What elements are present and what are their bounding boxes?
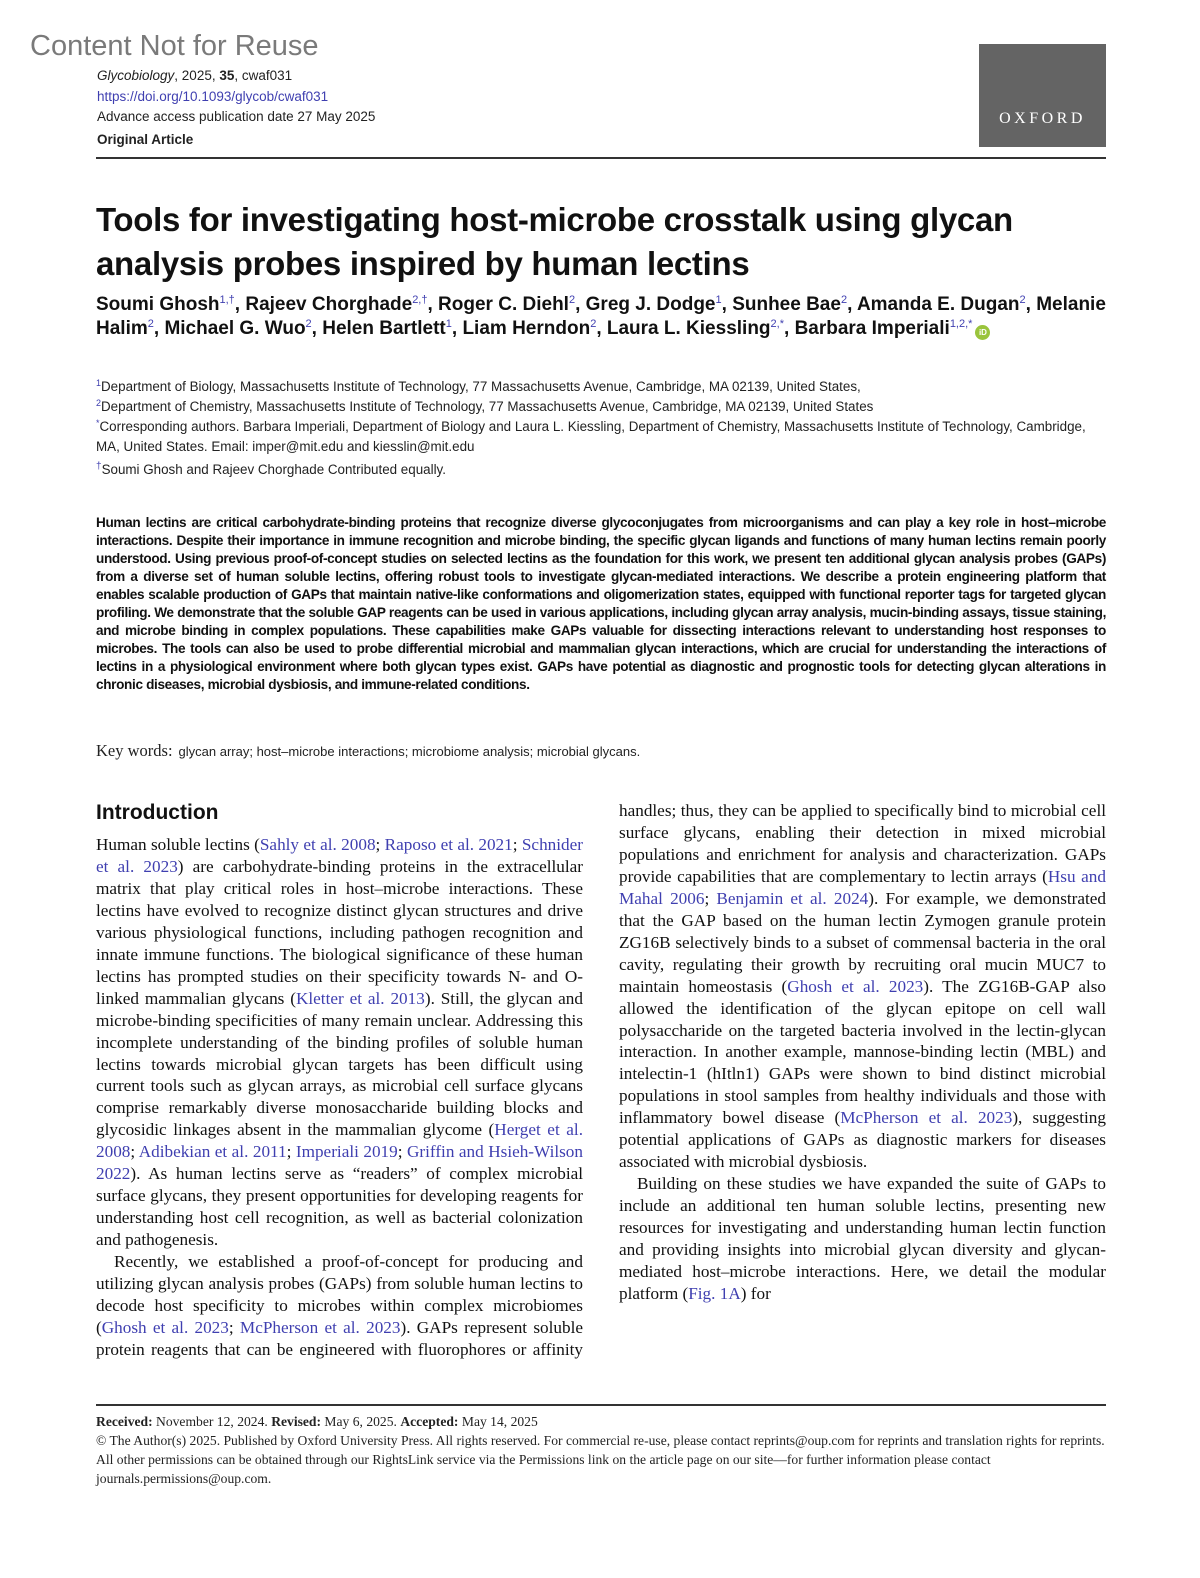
citation-link[interactable]: Sahly et al. 2008 bbox=[259, 835, 376, 854]
author-name: Michael G. Wuo bbox=[164, 318, 306, 339]
author-name: Sunhee Bae bbox=[732, 294, 841, 315]
affiliation-mark: 1,† bbox=[219, 294, 235, 306]
affiliation-mark: 2 bbox=[568, 294, 576, 306]
introduction-text bbox=[96, 800, 1106, 1380]
article-title: Tools for investigating host-microbe crosstalk using glycan analysis probes inspired by human lectins bbox=[96, 201, 1013, 282]
affiliation-mark: 2 bbox=[590, 318, 597, 330]
paragraph-text: Human soluble lectins ( bbox=[96, 835, 260, 854]
citation-link[interactable]: Kletter et al. 2013 bbox=[295, 988, 425, 1008]
paragraph-text: Building on these studies we have expanded the suite of GAPs to include an additional ten human soluble lectins, presenting new resources for investigating and understanding human lectin function and providing insights into microbial glycan diversity and glycan-mediated host–microbe interactions. Here, we detail the modular platform ( bbox=[619, 1174, 1106, 1303]
affiliation-mark: 2 bbox=[1019, 294, 1026, 306]
affiliation bbox=[96, 417, 1106, 457]
revised-label: Revised: bbox=[271, 1414, 322, 1429]
paragraph-text: ). Still, the glycan and microbe-binding specificities of many remain unclear. Addressing this incomplete understanding of the binding profiles of soluble human lectins towards microbial glycan targets has been difficult using current tools such as glycan arrays, as microbial cell surface glycans comprise remarkably diverse monosaccharide building blocks and glycosidic linkages absent in the mammalian glycome ( bbox=[96, 988, 583, 1140]
citation-link[interactable]: Griffin and Hsieh-Wilson 2022 bbox=[96, 1142, 583, 1184]
citation-link[interactable]: Raposo et al. 2021 bbox=[384, 835, 513, 854]
author-name: Melanie Halim bbox=[96, 294, 1106, 339]
paragraph-text: ). The ZG16B-GAP also allowed the identification of the glycan epitope on cell wall polysaccharide on the targeted bacteria involved in the lectin-glycan interaction. In another example, mannose-binding lectin (MBL) and intelectin-1 (hItln1) GAPs were shown to bind distinct microbial populations in stool samples from healthy individuals and those with inflammatory bowel disease ( bbox=[619, 976, 1107, 1128]
author-name: Liam Herndon bbox=[462, 318, 591, 339]
paragraph-text: ; bbox=[130, 1142, 139, 1162]
author-name: Barbara Imperiali bbox=[794, 318, 950, 339]
paragraph-text: Recently, we established a proof-of-concept for producing and utilizing glycan analysis probes (GAPs) from soluble human lectins to decode host specificity to microbes within complex microbiomes ( bbox=[96, 1252, 583, 1337]
citation-link[interactable]: McPherson et al. 2023 bbox=[840, 1108, 1013, 1128]
paragraph-text: ; bbox=[375, 835, 385, 854]
affiliation-mark: 2 bbox=[147, 318, 154, 330]
oxford-logo[interactable]: OXFORD bbox=[979, 44, 1106, 147]
article-meta bbox=[97, 66, 375, 150]
accepted-label: Accepted: bbox=[400, 1414, 459, 1429]
paragraph bbox=[619, 1173, 1106, 1305]
equal-contribution-note bbox=[96, 462, 446, 477]
journal-citation bbox=[97, 66, 375, 87]
paragraph-text: ; bbox=[228, 1317, 240, 1337]
journal-name: Glycobiology bbox=[97, 68, 175, 83]
dagger-mark: † bbox=[96, 461, 102, 472]
abstract: Human lectins are critical carbohydrate-binding proteins that recognize diverse glycoconjugates from microorganisms and can play a key role in host–microbe interactions. Despite their importance in immune recognition and microbe binding, the specific glycan ligands and functions of many human lectins remain poorly understood. Using previous proof-of-concept studies on selected lectins as the foundation for this work, we present ten additional glycan analysis probes (GAPs) from a diverse set of human soluble lectins, offering robust tools to investigate glycan-mediated interactions. We describe a protein engineering platform that enables scalable production of GAPs that maintain native-like conformations and oligomerization states, equipped with functional reporter tags for targeted glycan profiling. We demonstrate that the soluble GAP reagents can be used in various applications, including glycan array analysis, mucin-binding assays, tissue staining, and microbe binding in complex populations. These capabilities make GAPs valuable for dissecting interactions relevant to understanding host responses to microbes. The tools can also be used to probe differential microbial and mammalian glycan interactions, which are crucial for understanding the interactions of lectins in a physiological environment where both glycan types exist. GAPs have potential as diagnostic and prognostic tools for detecting glycan alterations in chronic diseases, microbial dysbiosis, and immune-related conditions. bbox=[96, 515, 1106, 692]
citation-link[interactable]: Schnider et al. 2023 bbox=[96, 835, 583, 876]
paragraph-text: ). For example, we demonstrated that the GAP based on the human lectin Zymogen granule protein ZG16B selectively binds to a subset of commensal bacteria in the oral cavity, regulating their growth by recruiting oral mucin MUC7 to maintain homeostasis ( bbox=[619, 888, 1107, 996]
article-id: , cwaf031 bbox=[234, 68, 293, 83]
affiliation-mark: 2 bbox=[840, 294, 848, 306]
affiliation-mark: 1 bbox=[445, 318, 452, 330]
article-type: Original Article bbox=[97, 131, 194, 147]
author-name: Rajeev Chorghade bbox=[245, 294, 413, 315]
citation-link[interactable]: Imperiali 2019 bbox=[295, 1142, 398, 1162]
received-date: November 12, 2024. bbox=[152, 1414, 272, 1429]
citation-link[interactable]: Fig. 1A bbox=[688, 1283, 741, 1303]
affiliation-mark: 2 bbox=[96, 398, 102, 408]
keywords-label: Key words: bbox=[96, 741, 173, 760]
citation-link[interactable]: Ghosh et al. 2023 bbox=[101, 1317, 229, 1337]
volume: 35 bbox=[219, 68, 235, 83]
author-name: Amanda E. Dugan bbox=[856, 294, 1020, 315]
accepted-date: May 14, 2025 bbox=[458, 1414, 538, 1429]
paragraph-text: ; bbox=[397, 1142, 407, 1162]
affiliations bbox=[96, 377, 1106, 457]
affiliation-text: Corresponding authors. Barbara Imperiali, Department of Biology and Laura L. Kiessling, Department of Chemistry, Massachusetts Institute of Technology, Cambridge, MA, United States. Email: imper@mit.edu and kiesslin@mit.edu bbox=[96, 419, 1086, 454]
dates-line bbox=[96, 1412, 1106, 1431]
paragraph-text: ) for bbox=[740, 1283, 771, 1303]
affiliation-mark: 2 bbox=[305, 318, 312, 330]
affiliation-mark: * bbox=[96, 418, 100, 428]
keywords-text: glycan array; host–microbe interactions; microbiome analysis; microbial glycans. bbox=[178, 744, 641, 759]
affiliation-text: Department of Chemistry, Massachusetts Institute of Technology, 77 Massachusetts Avenue, Cambridge, MA 02139, United States bbox=[101, 399, 874, 414]
orcid-icon[interactable]: iD bbox=[975, 325, 990, 340]
author-name: Greg J. Dodge bbox=[585, 294, 716, 315]
citation-year: , 2025, bbox=[174, 68, 220, 83]
author-name: Soumi Ghosh bbox=[96, 294, 220, 315]
citation-link[interactable]: Adibekian et al. 2011 bbox=[138, 1142, 287, 1162]
citation-link[interactable]: Ghosh et al. 2023 bbox=[787, 976, 924, 996]
author-name: Helen Bartlett bbox=[322, 318, 446, 339]
author-name: Roger C. Diehl bbox=[438, 294, 569, 315]
paragraph-text: ). As human lectins serve as “readers” of complex microbial surface glycans, they present opportunities for developing reagents for understanding host cell recognition, as well as bacterial colonization and pathogenesis. bbox=[96, 1164, 583, 1250]
header-divider bbox=[96, 157, 1106, 159]
doi-link[interactable]: https://doi.org/10.1093/glycob/cwaf031 bbox=[97, 88, 329, 104]
author-name: Laura L. Kiessling bbox=[606, 318, 771, 339]
access-date: Advance access publication date 27 May 2025 bbox=[97, 109, 376, 124]
affiliation-mark: 1 bbox=[715, 294, 722, 306]
affiliation-mark: 2,* bbox=[770, 318, 784, 330]
footer-divider bbox=[96, 1404, 1106, 1406]
affiliation-mark: 1,2,* bbox=[949, 318, 973, 330]
keywords bbox=[96, 741, 640, 761]
paragraph-text: ). GAPs represent soluble protein reagents that can be engineered with fluorophores or affinity handles; thus, they can be applied to specifically bind to microbial cell surface glycans, enabling their detection in mixed microbial populations and enrichment for analysis and characterization. GAPs provide capabilities that are complementary to lectin arrays ( bbox=[96, 801, 1106, 1359]
citation-link[interactable]: McPherson et al. 2023 bbox=[239, 1317, 401, 1337]
paragraph-text: ; bbox=[512, 835, 522, 854]
copyright-notice: © The Author(s) 2025. Published by Oxford University Press. All rights reserved. For commercial re-use, please contact reprints@oup.com for reprints and translation rights for reprints. All other permissions can be obtained through our RightsLink service via the Permissions link on the article page on our site—for further information please contact journals.permissions@oup.com. bbox=[96, 1433, 1105, 1486]
affiliation-text: Department of Biology, Massachusetts Institute of Technology, 77 Massachusetts Avenue, Cambridge, MA 02139, United States, bbox=[101, 379, 861, 394]
paragraph-text: ; bbox=[704, 888, 717, 908]
section-heading-introduction: Introduction bbox=[96, 801, 219, 824]
paragraph-text: ; bbox=[286, 1142, 296, 1162]
affiliation-mark: 2,† bbox=[412, 294, 428, 306]
watermark: Content Not for Reuse bbox=[30, 30, 319, 62]
revised-date: May 6, 2025. bbox=[321, 1414, 401, 1429]
received-label: Received: bbox=[96, 1414, 153, 1429]
paragraph bbox=[96, 834, 583, 1251]
article-footer bbox=[96, 1412, 1106, 1488]
affiliation-mark: 1 bbox=[96, 378, 102, 388]
citation-link[interactable]: Hsu and Mahal 2006 bbox=[619, 866, 1106, 908]
citation-link[interactable]: Herget et al. 2008 bbox=[96, 1120, 583, 1162]
author-list: Soumi Ghosh$^{1,\dagger}$, Rajeev Chorghade$^{2,\dagger}$, Roger C. Diehl$^2$, Greg J. Dodge$^1$, Sunhee Bae$^2$, Amanda E. Dugan$^2$, Melanie Halim$^2$, Michael G. Wuo$^2$, Helen Bartlett$^1$, Liam Herndon$^2$, Laura L. Kiessling$^{2,*}$, Barbara Imperiali$^{1,2,*}$iD bbox=[96, 294, 1106, 339]
equal-contribution-text: Soumi Ghosh and Rajeev Chorghade Contributed equally. bbox=[101, 462, 446, 477]
paragraph-text: ), suggesting potential applications of GAPs as diagnostic markers for diseases associated with microbial dysbiosis. bbox=[619, 1108, 1106, 1172]
citation-link[interactable]: Benjamin et al. 2024 bbox=[716, 888, 869, 908]
paragraph-text: ) are carbohydrate-binding proteins in the extracellular matrix that play critical roles in host–microbe interactions. These lectins have evolved to recognize distinct glycan structures and drive various physiological functions, including pathogen recognition and innate immune functions. The biological significance of these human lectins has prompted studies on their specificity towards N- and O-linked mammalian glycans ( bbox=[96, 856, 583, 1008]
article-body bbox=[96, 800, 1106, 1380]
affiliation bbox=[96, 397, 1106, 417]
affiliation bbox=[96, 377, 1106, 397]
